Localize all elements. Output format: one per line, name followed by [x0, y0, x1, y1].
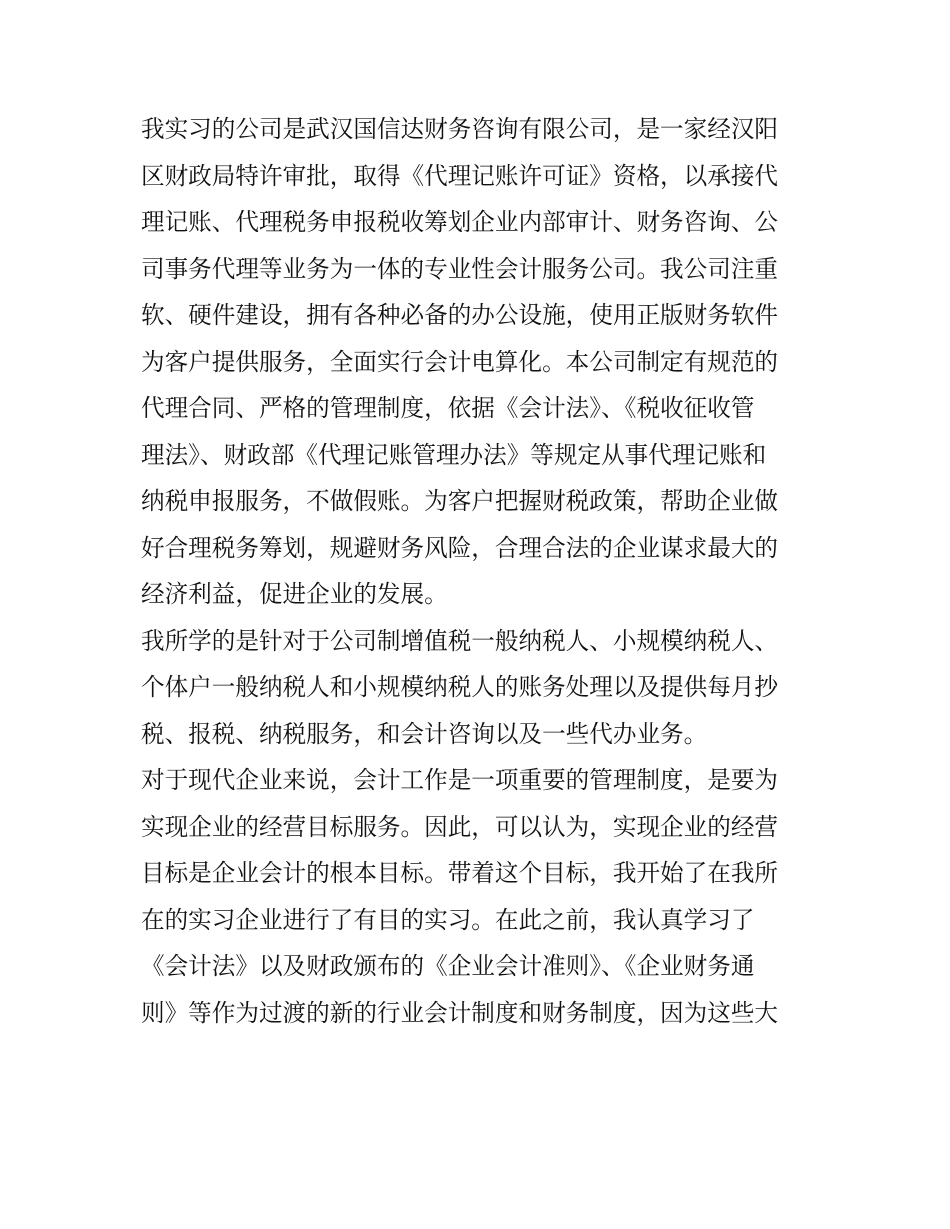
- text-line-17: 目标是企业会计的根本目标。带着这个目标，我开始了在我所: [141, 859, 779, 887]
- text-line-18: 在的实习企业进行了有目的实习。在此之前，我认真学习了: [141, 905, 755, 934]
- text-line-13: 个体户一般纳税人和小规模纳税人的账务处理以及提供每月抄: [141, 673, 779, 701]
- text-line-4: 司事务代理等业务为一体的专业性会计服务公司。我公司注重: [141, 254, 779, 283]
- text-line-16: 实现企业的经营目标服务。因此，可以认为，实现企业的经营: [141, 812, 779, 841]
- text-line-14: 税、报税、纳税服务，和会计咨询以及一些代办业务。: [141, 719, 708, 748]
- text-line-10: 好合理税务筹划，规避财务风险，合理合法的企业谋求最大的: [141, 533, 779, 562]
- text-line-11: 经济利益，促进企业的发展。: [141, 580, 448, 608]
- text-line-20: 则》等作为过渡的新的行业会计制度和财务制度，因为这些大: [141, 998, 779, 1027]
- text-line-3: 理记账、代理税务申报税收筹划企业内部审计、财务咨询、公: [141, 208, 779, 236]
- text-line-6: 为客户提供服务，全面实行会计电算化。本公司制定有规范的: [141, 347, 779, 376]
- text-line-2: 区财政局特许审批，取得《代理记账许可证》资格，以承接代: [141, 161, 779, 190]
- text-line-15: 对于现代企业来说，会计工作是一项重要的管理制度，是要为: [141, 766, 779, 794]
- text-line-8: 理法》、财政部《代理记账管理办法》等规定从事代理记账和: [141, 440, 767, 469]
- text-line-7: 代理合同、严格的管理制度，依据《会计法》、《税收征收管: [141, 394, 755, 422]
- text-line-9: 纳税申报服务，不做假账。为客户把握财税政策，帮助企业做: [141, 487, 779, 515]
- body-text: [141, 106, 821, 1036]
- text-line-12: 我所学的是针对于公司制增值税一般纳税人、小规模纳税人、: [141, 626, 779, 655]
- text-line-19: 《会计法》以及财政颁布的《企业会计准则》、《企业财务通: [141, 952, 755, 980]
- text-line-1: 我实习的公司是武汉国信达财务咨询有限公司，是一家经汉阳: [141, 115, 779, 143]
- text-line-5: 软、硬件建设，拥有各种必备的办公设施，使用正版财务软件: [141, 301, 779, 329]
